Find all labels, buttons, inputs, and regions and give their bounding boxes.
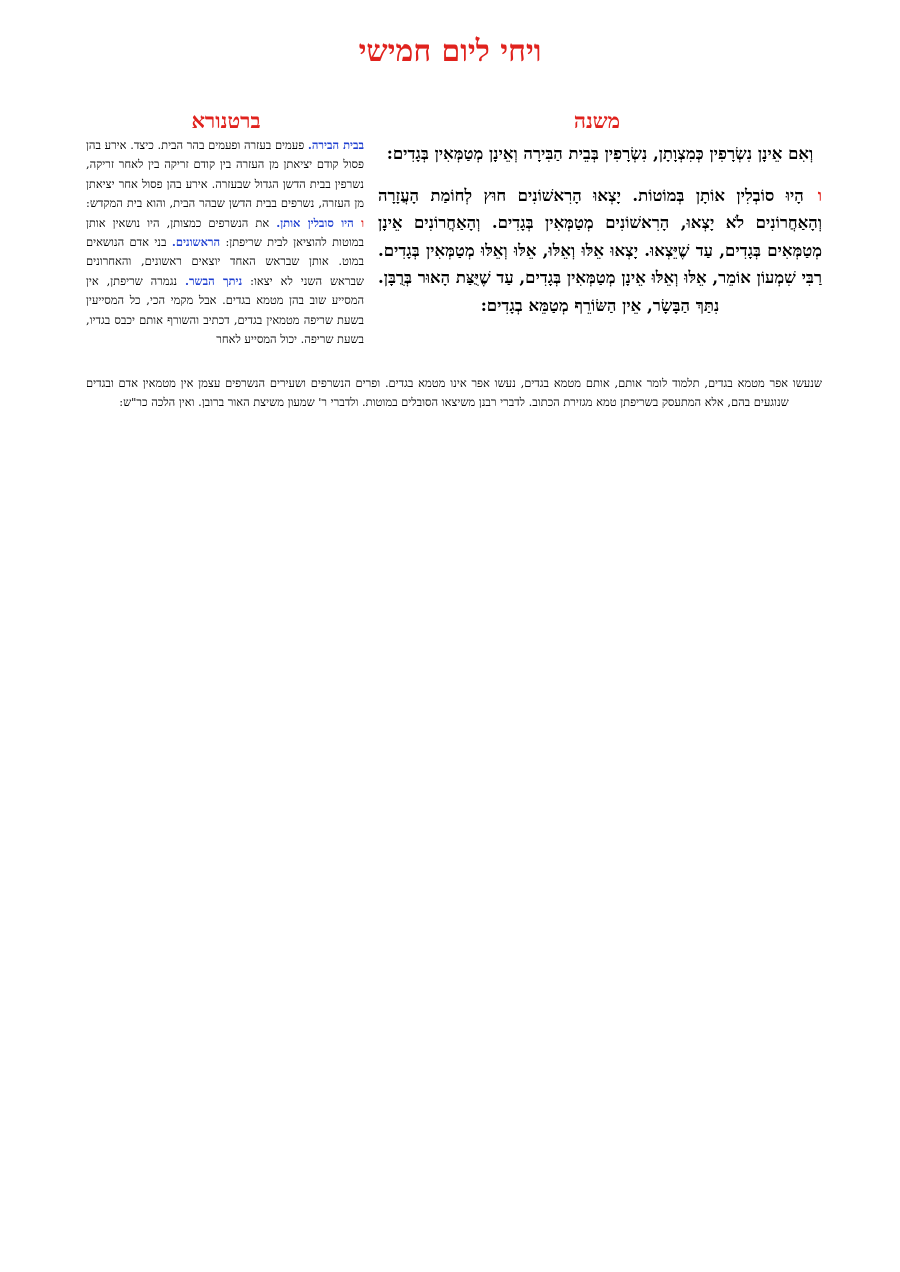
bartenura-keyword-1: בבית הבירה. [307,138,364,152]
bartenura-text-2: את הנשרפים כמצותן, היו נושאין אותן במוטות להוציאן לבית שריפתן: [86,215,364,250]
bartenura-column [86,136,364,349]
bartenura-paragraph [86,136,364,349]
bartenura-mishna-number: ו [361,215,365,230]
mishna-column [378,140,822,319]
bartenura-text-4: נגמרה שריפתן, אין המסייע שוב בהן מטמא בגדים. אבל מקמי הכי, כל המסייעין בשעת שריפה מטמאין בגדים, דכתיב והשורף אותם יכבס בגדיו, בשעת שריפה. יכול המסייע לאחר [86,273,364,347]
bartenura-continuation [86,374,822,413]
bartenura-continuation-text: שנעשו אפר מטמא בגדים, תלמוד לומר אותם, אותם מטמא בגדים, נעשו אפר אינו מטמא בגדים. ופרים הנשרפים ושעירים הנשרפים עצמן אין מטמאין אדם ובגדים שנוגעים בהם, אלא המתעסק בשריפתן טמא מגזירת הכתוב. לדברי רבנן משיצאו הסובלים במוטות. ולדברי ר' שמעון משיצת האור ברובן. ואין הלכה כר"ש: [86,376,822,410]
bartenura-keyword-3: הראשונים. [171,235,221,250]
bartenura-keyword-2: היו סובלין אותן. [276,215,362,230]
bartenura-text-3: בני אדם הנושאים במוט. אותן שבראש האחד יוצאים ראשונים, והאחרונים שבראש השני לא יצאו: [86,235,364,288]
bartenura-keyword-4: ניתך הבשר. [185,273,243,288]
mishna-paragraph-2 [378,182,822,320]
bartenura-text-1: פעמים בעזרה ופעמים בהר הבית. כיצד. אירע בהן פסול קודם יציאתן מן העזרה בין קודם זריקה בין לאחר זריקה, נשרפין בבית הדשן הגדול שבעזרה. אירע בהן פסול אחר יציאתן מן העזרה, נשרפים בבית הדשן שבהר הבית, והוא בית המקדש: [86,138,364,211]
bartenura-heading: ברטנורא [191,108,261,133]
page-title: ויחי ליום חמישי [358,34,542,69]
mishna-paragraph-2-text: הָיוּ סוֹבְלִין אוֹתָן בְּמוֹטוֹת. יָצְאוּ הָרִאשׁוֹנִים חוּץ לְחוֹמַת הָעֲזָרָה וְהָאַחֲרוֹנִים לֹא יָצְאוּ, הָרִאשׁוֹנִים מְטַמְּאִין בְּגָדִים. וְהָאַחֲרוֹנִים אֵינָן מְטַמְּאִים בְּגָדִים, עַד שֶׁיֵּצְאוּ. יָצְאוּ אֵלּוּ וְאֵלּוּ, אֵלּוּ וְאֵלּוּ מְטַמְּאִין בְּגָדִים. רַבִּי שִׁמְעוֹן אוֹמֵר, אֵלּוּ וְאֵלּוּ אֵינָן מְטַמְּאִין בְּגָדִים, עַד שֶׁיֻּצַּת הָאוּר בְּרֻבָּן. נִתַּךְ הַבָּשָׂר, אֵין הַשּׂוֹרֵף מְטַמֵּא בְגָדִים: [378,185,822,315]
mishna-heading: משנה [573,108,621,133]
mishna-number: ו [817,185,822,205]
mishna-paragraph-1: וְאִם אֵינָן נִשְׂרָפִין כְּמִצְוָתָן, נִשְׂרָפִין בְּבֵית הַבִּירָה וְאֵינָן מְטַמְּאִין בְּגָדִים: [386,144,814,163]
